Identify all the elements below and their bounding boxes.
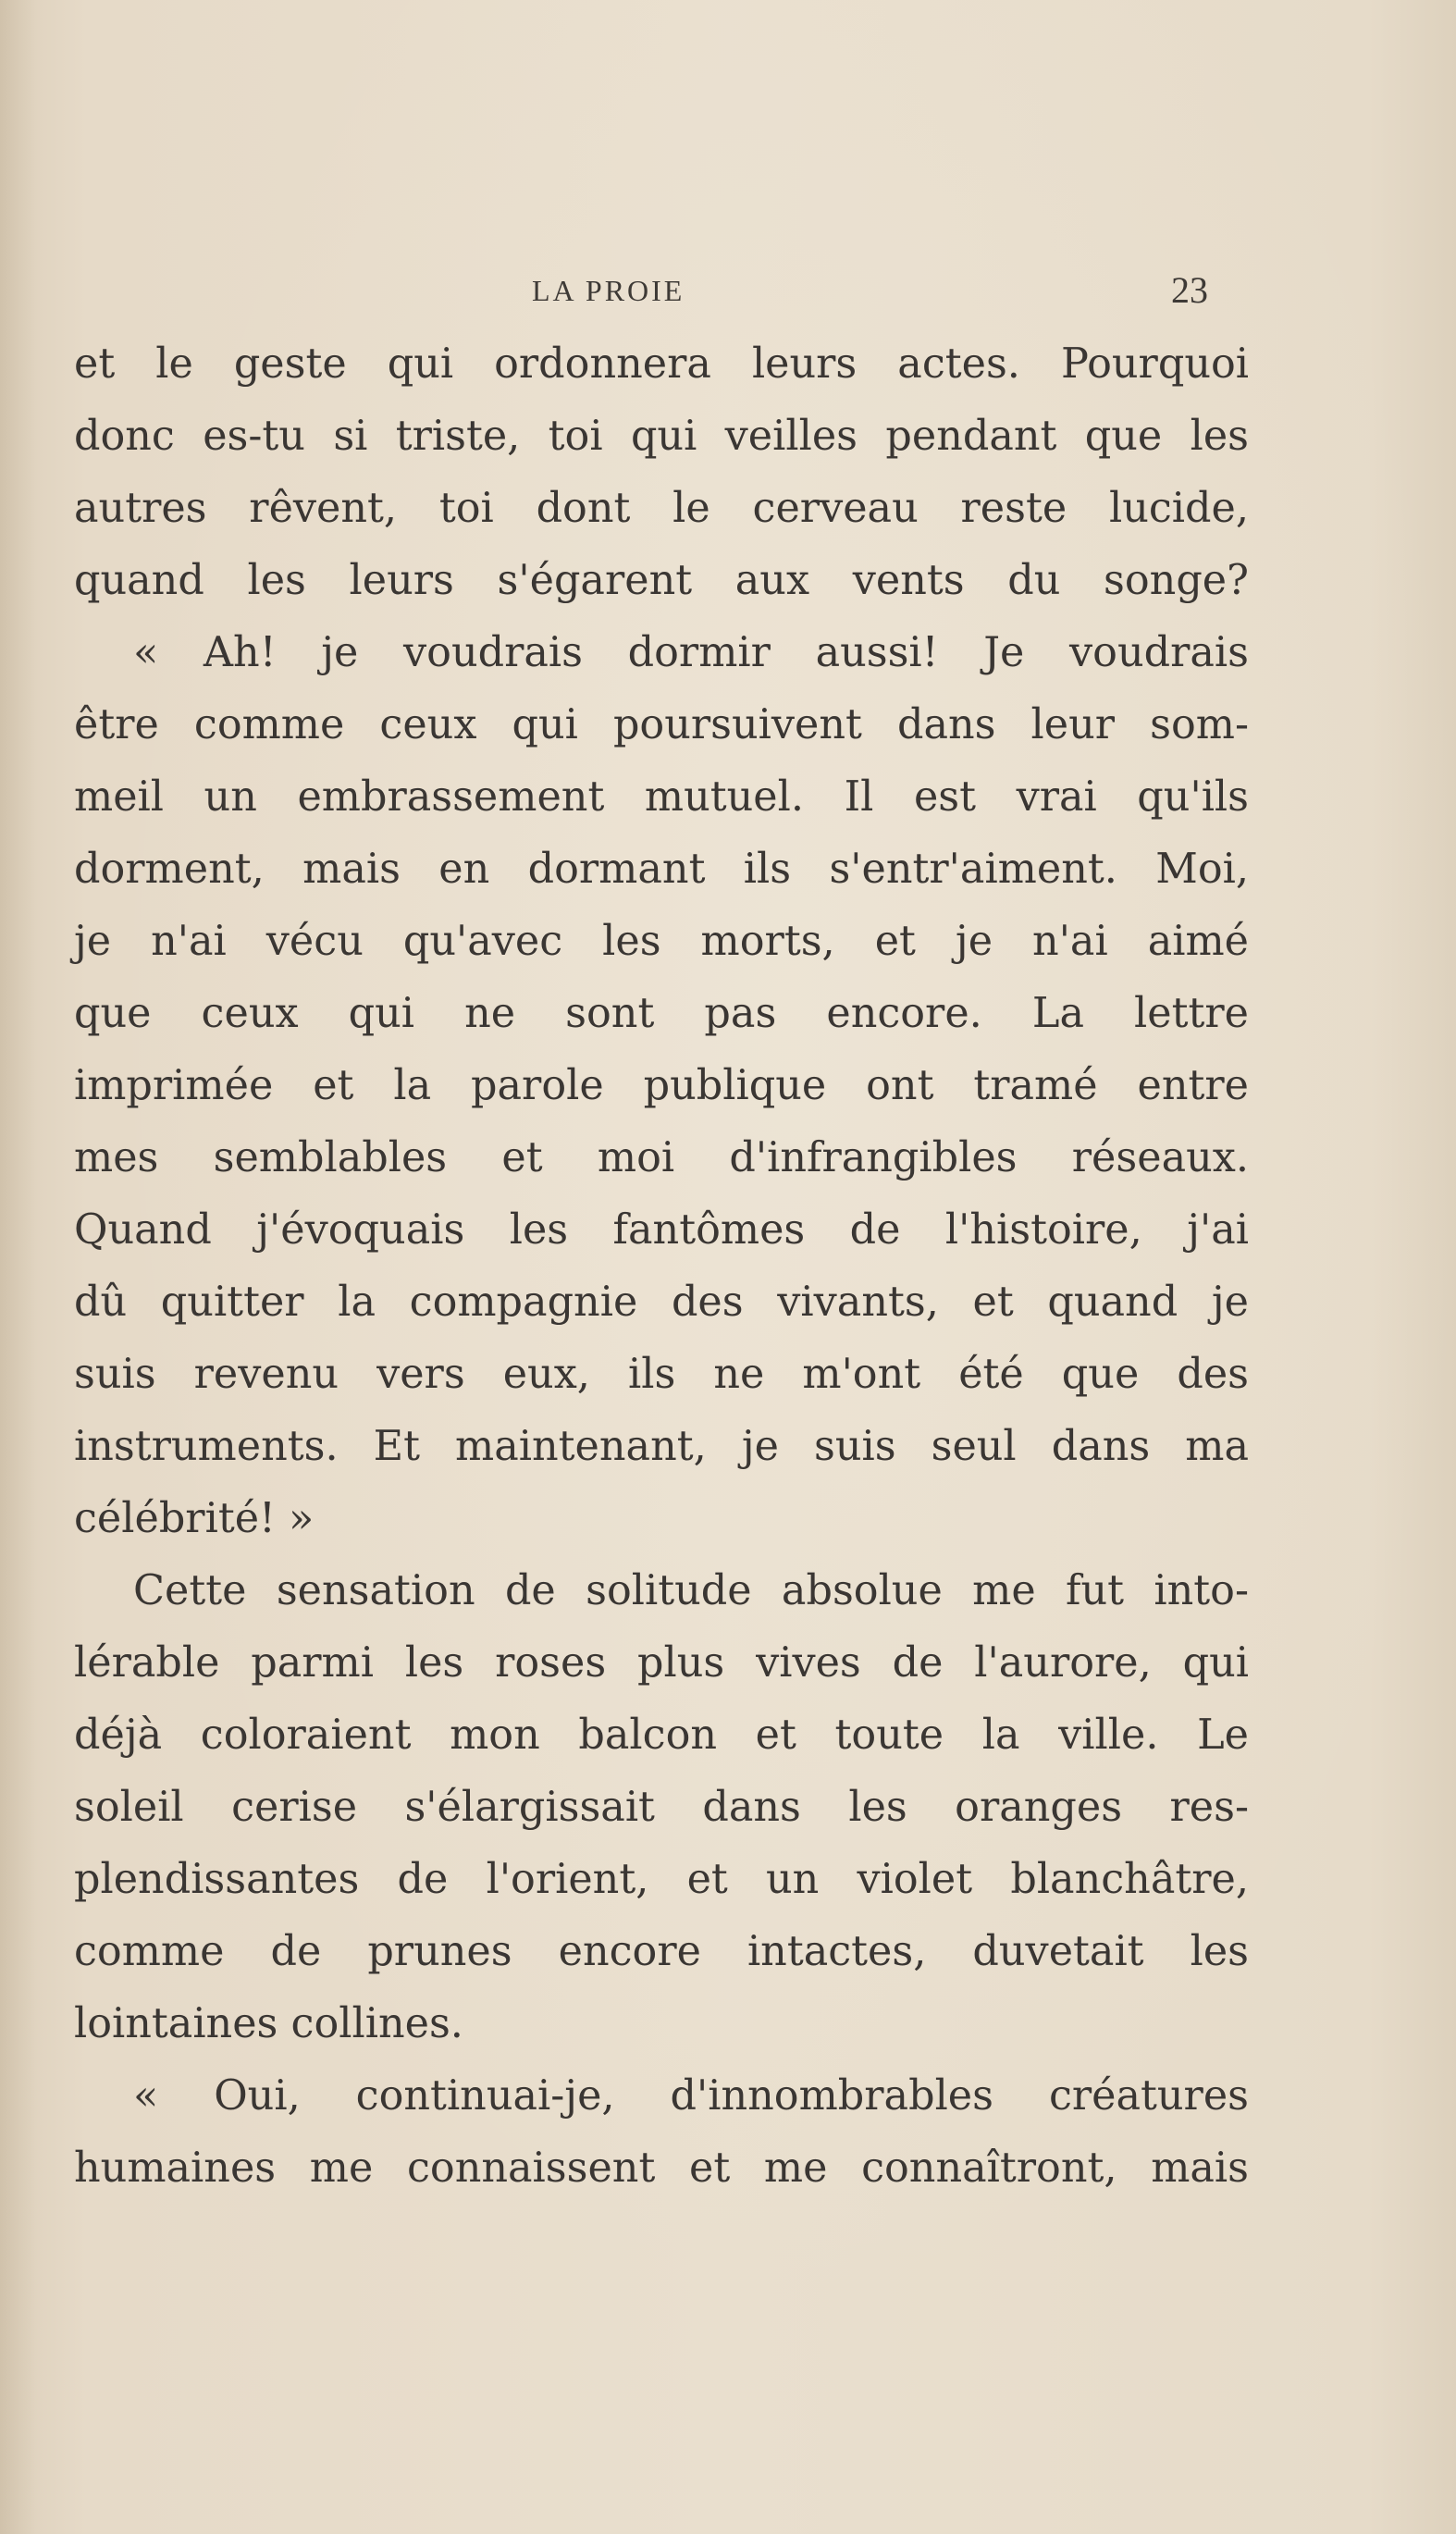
text-line: lérable parmi les roses plus vives de l'aurore, qui: [74, 1639, 1249, 1687]
text-line: que ceux qui ne sont pas encore. La lettre: [74, 990, 1249, 1037]
body-text: [74, 328, 1249, 2205]
text-line: être comme ceux qui poursuivent dans leur som-: [74, 701, 1249, 748]
text-line: suis revenu vers eux, ils ne m'ont été que des: [74, 1351, 1249, 1398]
spine-shadow: [0, 0, 37, 2534]
text-line: « Ah! je voudrais dormir aussi! Je voudrais: [133, 629, 1249, 676]
text-line: « Oui, continuai-je, d'innombrables créatures: [133, 2072, 1249, 2120]
page-header: [0, 269, 1456, 311]
text-line: déjà coloraient mon balcon et toute la ville. Le: [74, 1712, 1249, 1759]
text-line: mes semblables et moi d'infrangibles réseaux.: [74, 1134, 1249, 1181]
text-line: lointaines collines.: [74, 2000, 463, 2047]
text-line: Cette sensation de solitude absolue me fut into-: [133, 1567, 1249, 1614]
text-line: comme de prunes encore intactes, duvetait les: [74, 1928, 1249, 1975]
text-line: célébrité! »: [74, 1495, 315, 1542]
running-title: LA PROIE: [532, 274, 685, 307]
text-line: imprimée et la parole publique ont tramé entre: [74, 1062, 1249, 1109]
page-number: 23: [1171, 269, 1208, 311]
text-line: meil un embrassement mutuel. Il est vrai qu'ils: [74, 773, 1249, 821]
text-line: instruments. Et maintenant, je suis seul dans ma: [74, 1423, 1249, 1470]
text-line: humaines me connaissent et me connaîtront, mais: [74, 2145, 1249, 2192]
text-line: dû quitter la compagnie des vivants, et quand je: [74, 1279, 1249, 1326]
text-line: autres rêvent, toi dont le cerveau reste lucide,: [74, 485, 1249, 532]
text-line: soleil cerise s'élargissait dans les oranges res-: [74, 1784, 1249, 1831]
text-line: donc es-tu si triste, toi qui veilles pendant que les: [74, 413, 1249, 460]
text-line: plendissantes de l'orient, et un violet blanchâtre,: [74, 1856, 1249, 1903]
text-line: quand les leurs s'égarent aux vents du songe?: [74, 557, 1249, 604]
text-line: je n'ai vécu qu'avec les morts, et je n'ai aimé: [74, 918, 1249, 965]
text-line: dorment, mais en dormant ils s'entr'aiment. Moi,: [74, 846, 1249, 893]
text-line: et le geste qui ordonnera leurs actes. Pourquoi: [74, 340, 1249, 388]
text-line: Quand j'évoquais les fantômes de l'histoire, j'ai: [74, 1206, 1249, 1254]
